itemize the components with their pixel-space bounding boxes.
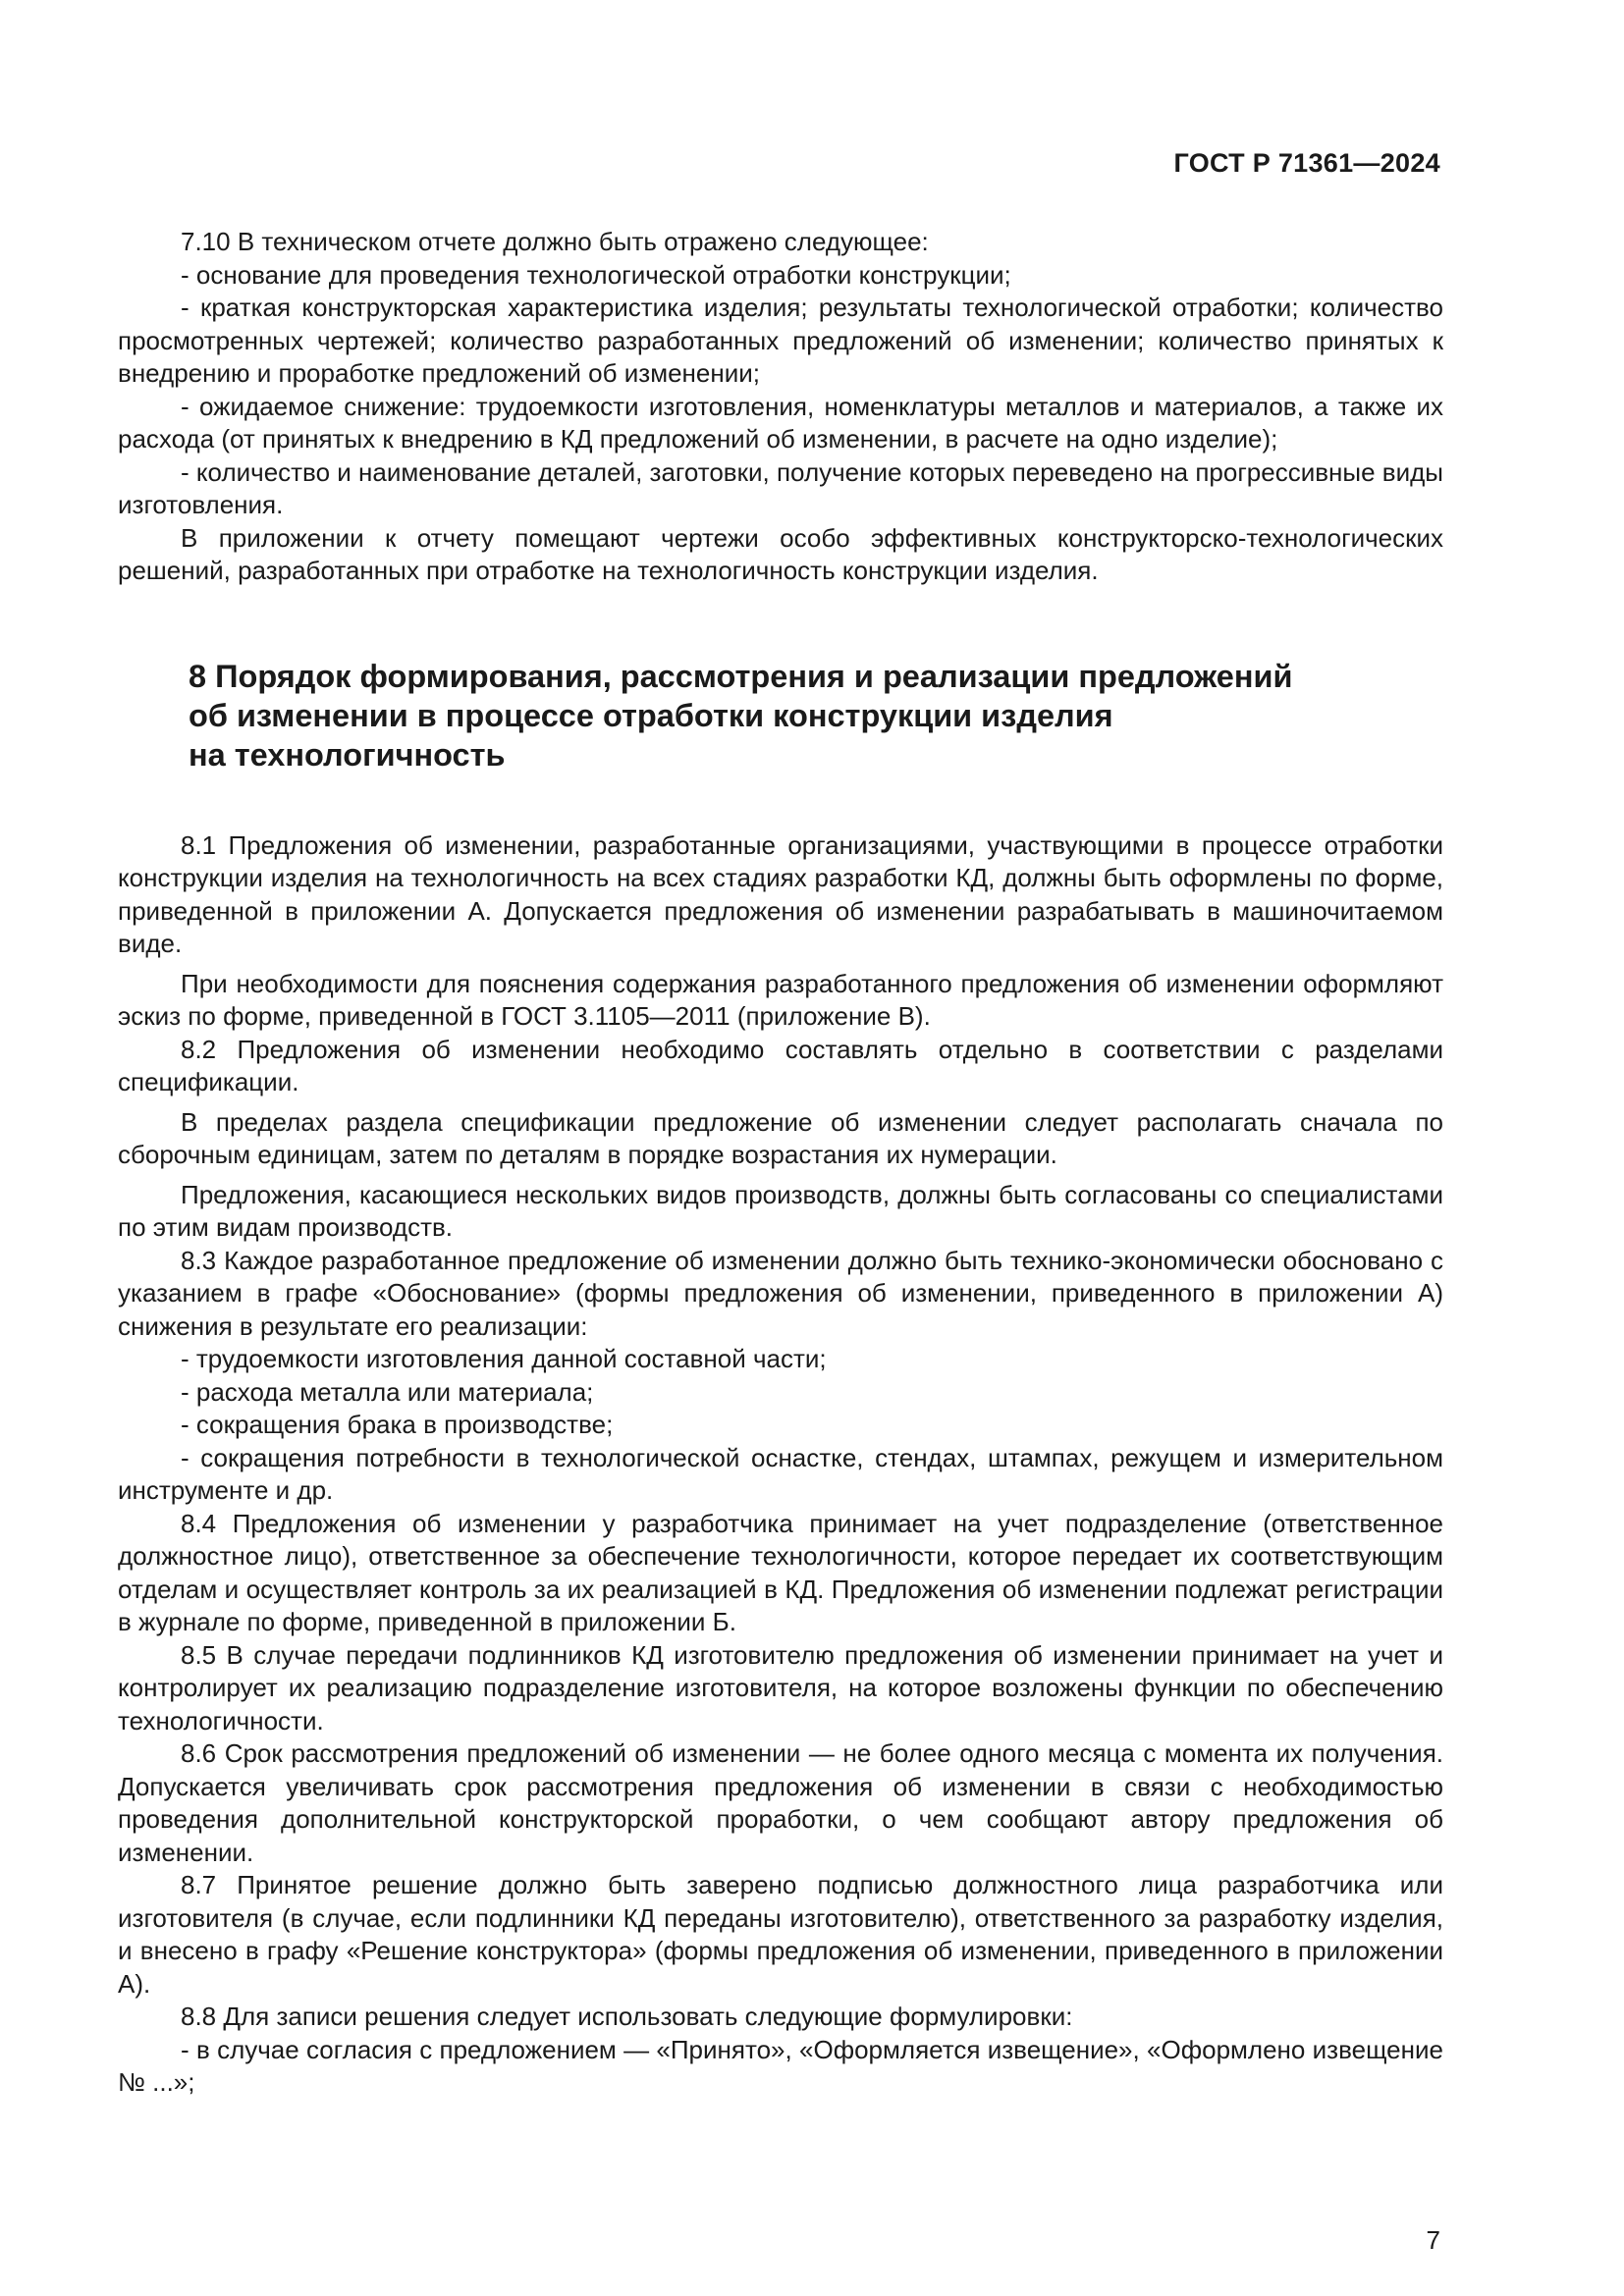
paragraph-8-1: 8.1 Предложения об изменении, разработанные организациями, участвующими в процессе отработки конструкции изделия на технологичность на всех стадиях разработки КД, должны быть оформлены по форме, приведенной в приложении А. Допускается предложения об изменении разрабатывать в машиночитаемом виде.: [118, 829, 1443, 958]
paragraph-7-10: 7.10 В техническом отчете должно быть отражено следующее:: [181, 227, 929, 256]
list-item: - сокращения потребности в технологической оснастке, стендах, штампах, режущем и измерительном инструменте и др.: [118, 1442, 1443, 1505]
list-item: - количество и наименование деталей, заготовки, получение которых переведено на прогрессивные виды изготовления.: [118, 456, 1443, 519]
document-header: ГОСТ Р 71361—2024: [1173, 148, 1440, 178]
page-number: 7: [1426, 2225, 1440, 2255]
list-item: - ожидаемое снижение: трудоемкости изготовления, номенклатуры металлов и материалов, а также их расхода (от принятых к внедрению в КД предложений об изменении, в расчете на одно изделие);: [118, 391, 1443, 454]
paragraph-8-6: 8.6 Срок рассмотрения предложений об изменении — не более одного месяца с момента их получения. Допускается увеличивать срок рассмотрения предложения об изменении в связи с необходимостью проведения дополнительной конструкторской проработки, о чем сообщают автору предложения об изменении.: [118, 1738, 1443, 1867]
section-title-line: об изменении в процессе отработки конструкции изделия: [189, 697, 1113, 733]
section-title-line: на технологичность: [189, 736, 506, 773]
list-item: - трудоемкости изготовления данной составной части;: [181, 1344, 827, 1373]
list-item: - сокращения брака в производстве;: [181, 1410, 614, 1439]
list-item: - в случае согласия с предложением — «Принято», «Оформляется извещение», «Оформлено извещение № ...»;: [118, 2034, 1443, 2097]
paragraph-8-4: 8.4 Предложения об изменении у разработчика принимает на учет подразделение (ответственное должностное лицо), ответственное за обеспечение технологичности, которое передает их соответствующим отделам и осуществляет контроль за их реализацией в КД. Предложения об изменении подлежат регистрации в журнале по форме, приведенной в приложении Б.: [118, 1508, 1443, 1636]
paragraph-8-7: 8.7 Принятое решение должно быть заверено подписью должностного лица разработчика или изготовителя (в случае, если подлинники КД переданы изготовителю), ответственного за разработку изделия, и внесено в графу «Решение конструктора» (формы предложения об изменении, приведенного в приложении А).: [118, 1870, 1443, 1999]
section-8-title: [189, 657, 1443, 774]
list-item: - расхода металла или материала;: [181, 1376, 594, 1407]
paragraph-8-2-agreement: Предложения, касающиеся нескольких видов производств, должны быть согласованы со специалистами по этим видам производств.: [118, 1179, 1443, 1242]
paragraph-8-1-sketch: При необходимости для пояснения содержания разработанного предложения об изменении оформляют эскиз по форме, приведенной в ГОСТ 3.1105—2011 (приложение В).: [118, 968, 1443, 1031]
list-item: - основание для проведения технологической отработки конструкции;: [181, 259, 1011, 290]
paragraph-8-2-order: В пределах раздела спецификации предложение об изменении следует располагать сначала по сборочным единицам, затем по деталям в порядке возрастания их нумерации.: [118, 1106, 1443, 1169]
appendix-note: В приложении к отчету помещают чертежи особо эффективных конструкторско-технологических решений, разработанных при отработке на технологичность конструкции изделия.: [118, 522, 1443, 585]
page-content: [118, 226, 1443, 2100]
list-item: - краткая конструкторская характеристика изделия; результаты технологической отработки; количество просмотренных чертежей; количество разработанных предложений об изменении; количество принятых к внедрению и проработке предложений об изменении;: [118, 293, 1443, 388]
paragraph-8-5: 8.5 В случае передачи подлинников КД изготовителю предложения об изменении принимает на учет и контролирует их реализацию подразделение изготовителя, на которое возложены функции по обеспечению технологичности.: [118, 1639, 1443, 1735]
paragraph-8-3: 8.3 Каждое разработанное предложение об изменении должно быть технико-экономически обосновано с указанием в графе «Обоснование» (формы предложения об изменении, приведенного в приложении А) снижения в результате его реализации:: [118, 1245, 1443, 1341]
section-title-line: 8 Порядок формирования, рассмотрения и реализации предложений: [189, 658, 1293, 694]
paragraph-8-8: 8.8 Для записи решения следует использовать следующие формулировки:: [181, 2002, 1073, 2031]
paragraph-8-2: 8.2 Предложения об изменении необходимо составлять отдельно в соответствии с разделами спецификации.: [118, 1034, 1443, 1096]
